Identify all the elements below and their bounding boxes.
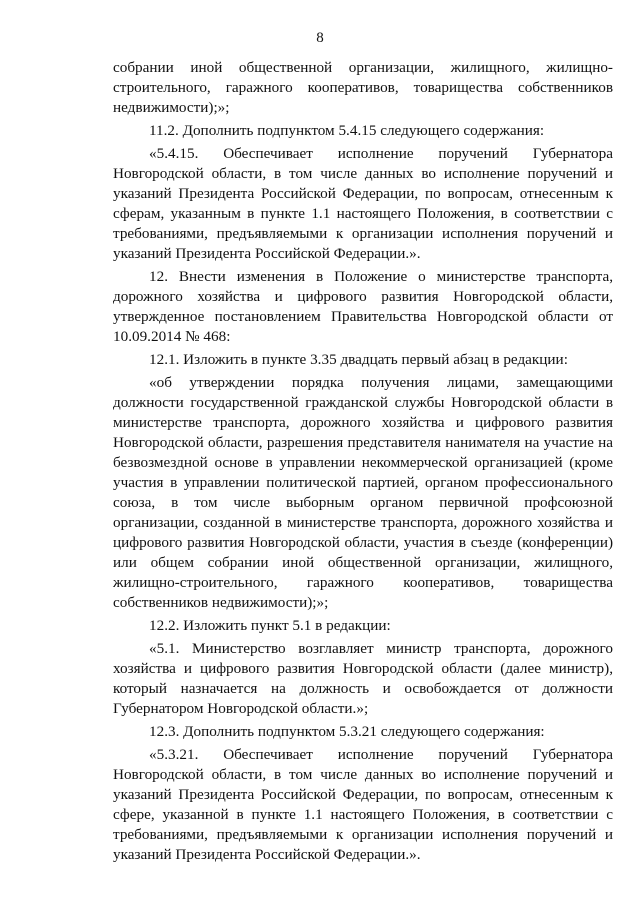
paragraph-12-2: 12.2. Изложить пункт 5.1 в редакции:	[149, 617, 391, 634]
document-body	[113, 58, 613, 865]
paragraph-12-1: 12.1. Изложить в пункте 3.35 двадцать первый абзац в редакции:	[149, 351, 568, 368]
paragraph-5-3-21-quote: «5.3.21. Обеспечивает исполнение поручений Губернатора Новгородской области, в том числе данных во исполнение поручений и указаний Президента Российской Федерации, по вопросам, отнесенным к сфере, указанной в пункте 1.1 настоящего Положения, в соответствии с требованиями, предъявляемыми к организации исполнения поручений и указаний Президента Российской Федерации.».	[113, 746, 613, 863]
paragraph-11-2: 11.2. Дополнить подпунктом 5.4.15 следующего содержания:	[149, 122, 545, 139]
paragraph-3-35-quote: «об утверждении порядка получения лицами, замещающими должности государственной гражданской службы Новгородской области в министерстве транспорта, дорожного хозяйства и цифрового развития Новгородской области, разрешения представителя нанимателя на участие на безвозмездной основе в управлении некоммерческой организацией (кроме участия в управлении политической партией, органом профессионального союза, в том числе выборным органом первичной профсоюзной организации, созданной в министерстве транспорта, дорожного хозяйства и цифрового развития Новгородской области, участия в съезде (конференции) или общем собрании иной общественной организации, жилищного, жилищно-строительного, гаражного кооперативов, товарищества собственников недвижимости);»;	[113, 374, 613, 611]
paragraph-12: 12. Внести изменения в Положение о министерстве транспорта, дорожного хозяйства и цифрового развития Новгородской области, утвержденное постановлением Правительства Новгородской области от 10.09.2014 № 468:	[113, 268, 613, 345]
paragraph-5-1-quote: «5.1. Министерство возглавляет министр транспорта, дорожного хозяйства и цифрового развития Новгородской области (далее министр), который назначается на должность и освобождается от должности Губернатором Новгородской области.»;	[113, 640, 613, 717]
paragraph-5-4-15-quote: «5.4.15. Обеспечивает исполнение поручений Губернатора Новгородской области, в том числе данных во исполнение поручений и указаний Президента Российской Федерации, по вопросам, отнесенным к сферам, указанным в пункте 1.1 настоящего Положения, в соответствии с требованиями, предъявляемыми к организации исполнения поручений и указаний Президента Российской Федерации.».	[113, 145, 613, 262]
paragraph-continuation: собрании иной общественной организации, жилищного, жилищно-строительного, гаражного кооперативов, товарищества собственников недвижимости);»;	[113, 59, 613, 116]
page-number: 8	[316, 30, 324, 46]
paragraph-12-3: 12.3. Дополнить подпунктом 5.3.21 следующего содержания:	[149, 723, 545, 740]
